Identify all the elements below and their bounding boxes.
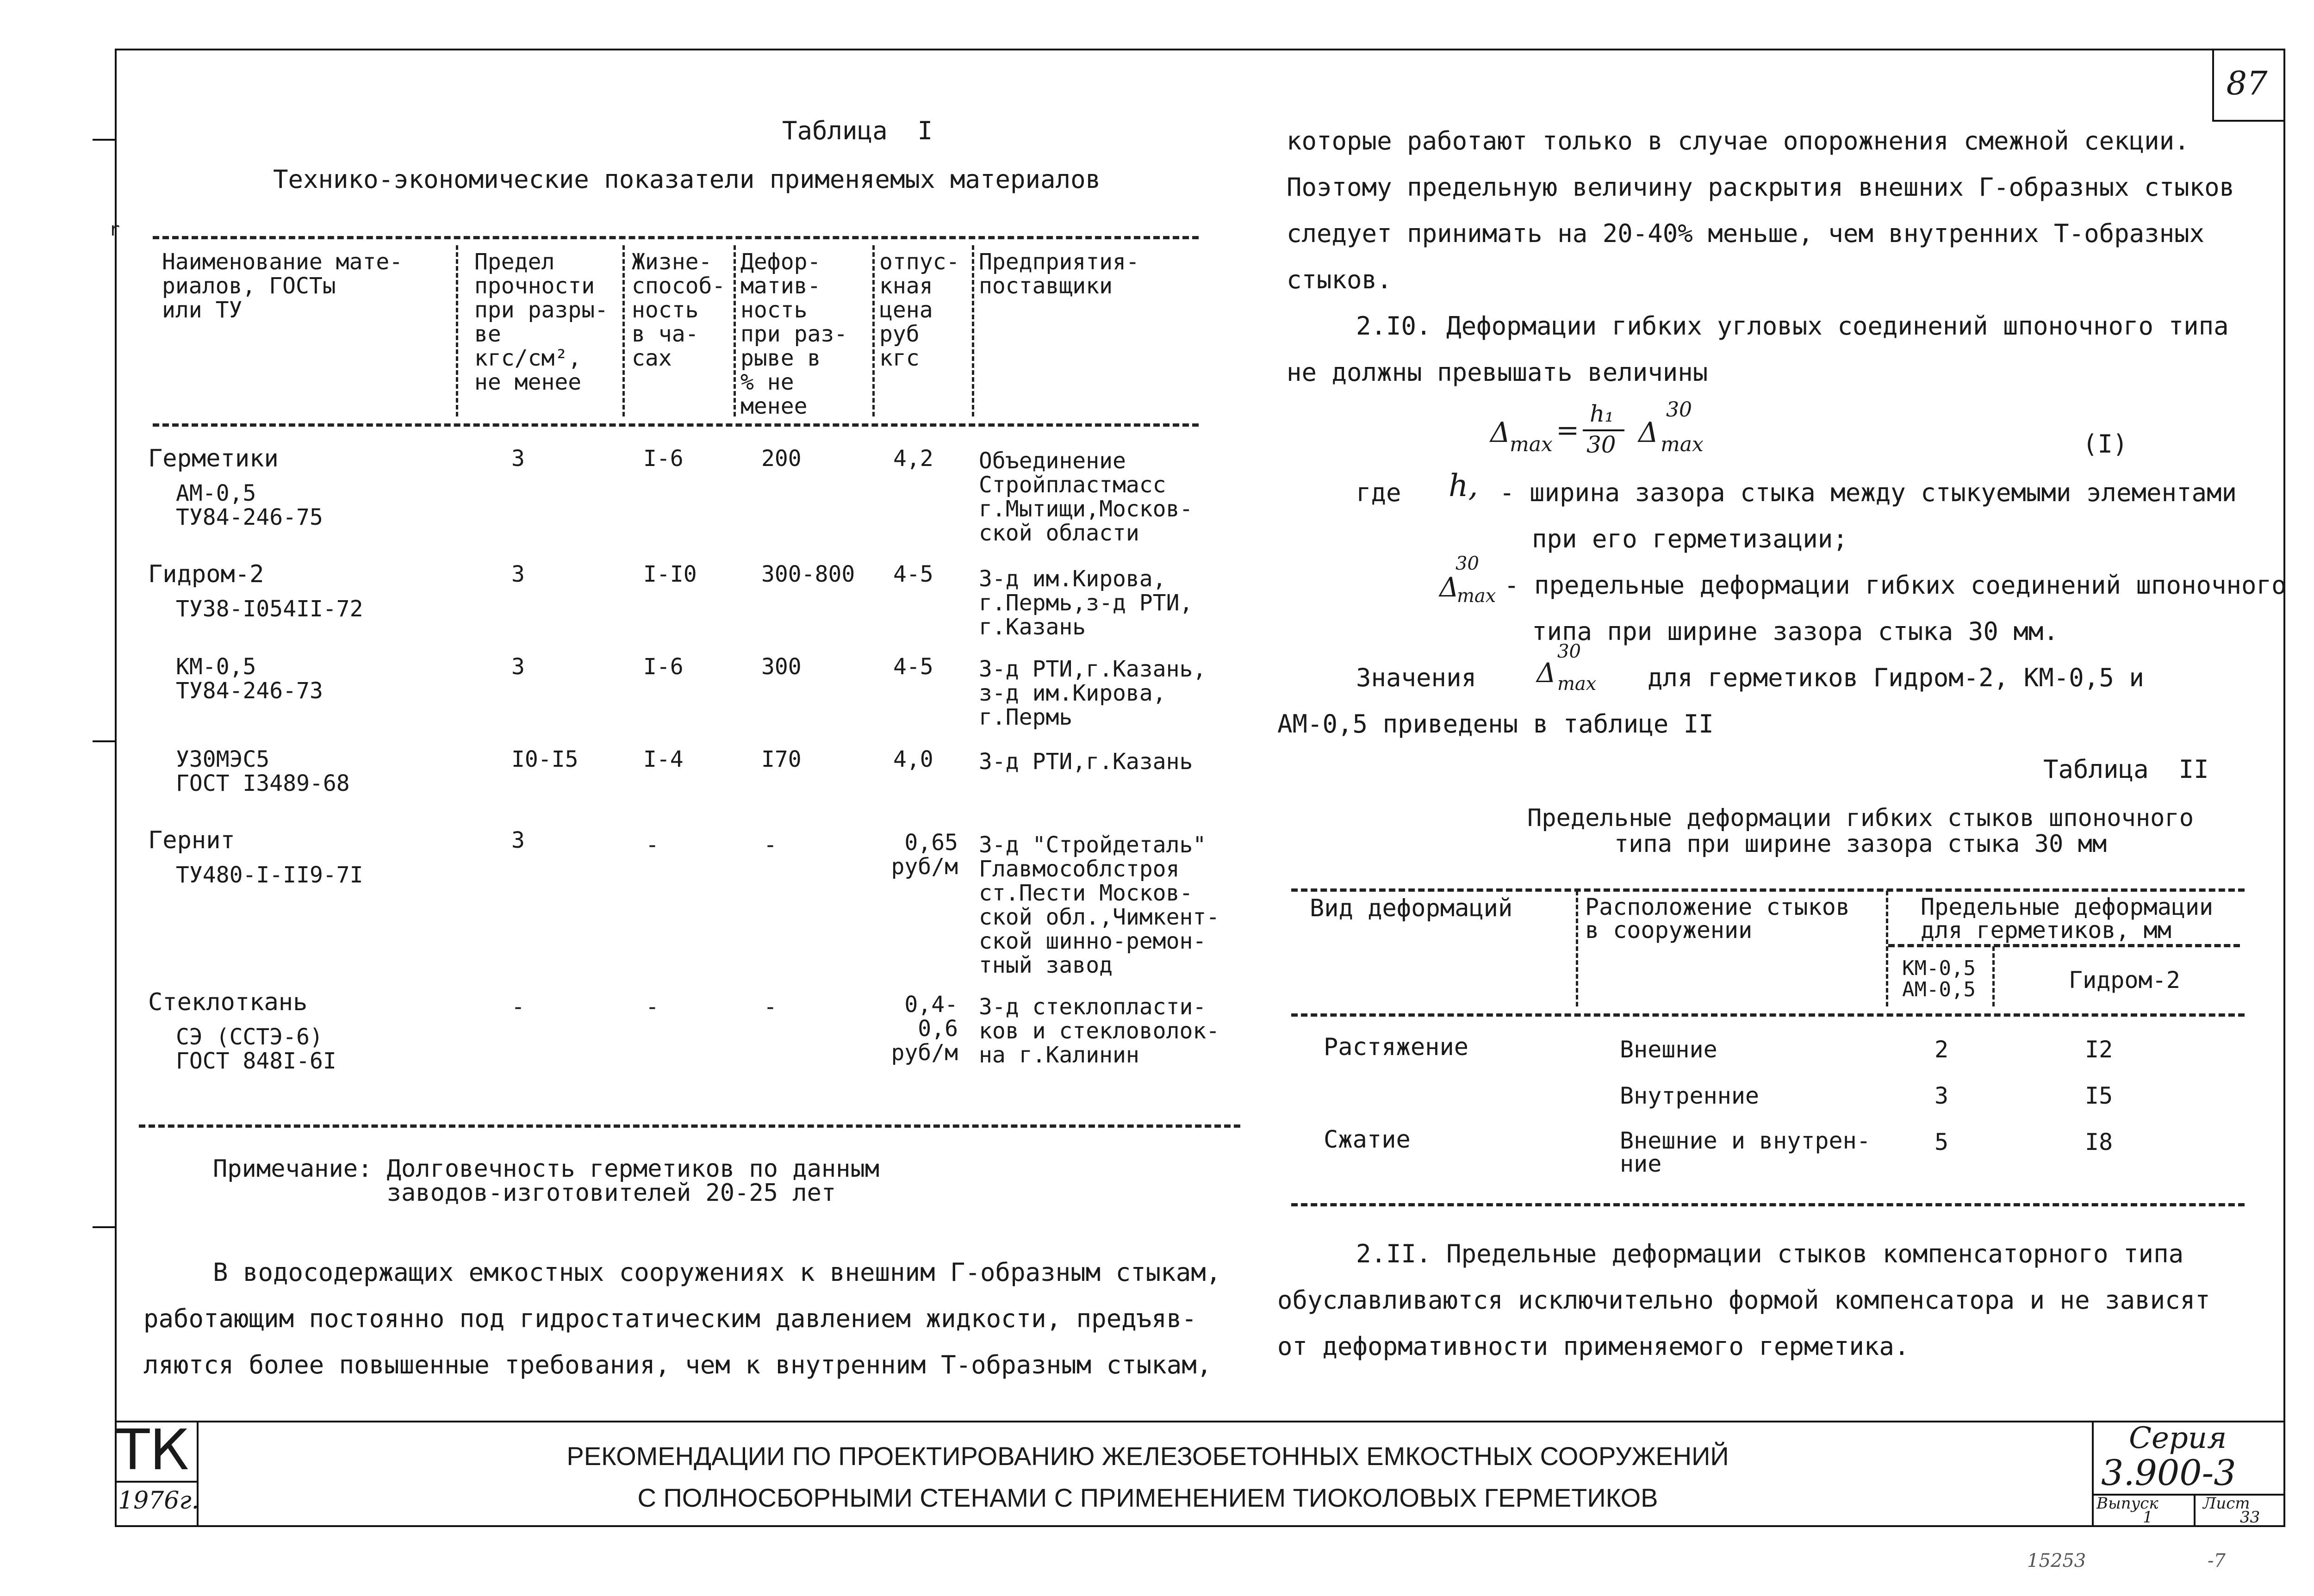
table1-bottom-rule bbox=[139, 1124, 1240, 1128]
column-separator bbox=[872, 245, 875, 416]
table1-row6-life: - bbox=[646, 994, 659, 1020]
table1-row4-strength: I0-I5 bbox=[511, 746, 578, 772]
table1-caption: Таблица I bbox=[782, 116, 933, 145]
formula-lhs-subscript: max bbox=[1510, 433, 1553, 456]
table1-row2-supplier: 3-д им.Кирова, г.Пермь,з-д РТИ, г.Казань bbox=[979, 566, 1193, 640]
table2-row2-km: 3 bbox=[1935, 1082, 1949, 1109]
table1-row1-price: 4,2 bbox=[893, 446, 933, 472]
table1-row3-strength: 3 bbox=[511, 654, 525, 680]
column-separator bbox=[734, 245, 736, 416]
formula bbox=[1490, 398, 1953, 472]
table2-bottom-rule bbox=[1291, 1203, 2245, 1206]
symbol-delta: Δ bbox=[1439, 571, 1459, 603]
title-block-top bbox=[115, 1421, 2283, 1422]
table1-row5-spec: ТУ480-I-II9-7I bbox=[176, 862, 363, 888]
table1-row6-spec: СЭ (ССТЭ-6) ГОСТ 848I-6I bbox=[176, 1024, 336, 1074]
table1-row5-price: 0,65 руб/м bbox=[891, 830, 958, 880]
h-symbol: h, bbox=[1449, 468, 1478, 503]
table2-header-km: КМ-0,5 АМ-0,5 bbox=[1902, 956, 1976, 1001]
table2-header-limit: Предельные деформации для герметиков, мм bbox=[1921, 894, 2214, 944]
table1-row4-spec: У30МЭС5 ГОСТ I3489-68 bbox=[176, 746, 350, 796]
table2-header-rule bbox=[1291, 1013, 2245, 1017]
table1-row5-name: Гернит bbox=[148, 826, 235, 854]
table1-header-supplier: Предприятия- поставщики bbox=[979, 249, 1139, 299]
table2-header-gidrom: Гидром-2 bbox=[2069, 967, 2180, 994]
sheet-label: Лист bbox=[2203, 1494, 2250, 1513]
table1-header-rule bbox=[153, 423, 1199, 427]
table2-row2-gidrom: I5 bbox=[2085, 1082, 2113, 1109]
right-text-line-3: следует принимать на 20-40% меньше, чем внутренних Т-образных bbox=[1287, 219, 2205, 248]
symbol-subscript: max bbox=[1457, 585, 1496, 607]
page-number: 87 bbox=[2226, 64, 2268, 102]
table1-row4-life: I-4 bbox=[643, 746, 684, 772]
table1-title: Технико-экономические показатели применяемых материалов bbox=[273, 165, 1101, 194]
table1-row6-strength: - bbox=[511, 994, 525, 1020]
margin-mark: r bbox=[109, 219, 120, 240]
section-2-11-line-2: обуславливаются исключительно формой компенсатора и не зависят bbox=[1277, 1285, 2210, 1315]
table1-row2-deform: 300-800 bbox=[761, 561, 855, 587]
section-2-10-line-2: не должны превышать величины bbox=[1287, 358, 1708, 387]
series-number: 3.900-3 bbox=[2101, 1452, 2236, 1493]
bottom-mark-right: -7 bbox=[2208, 1550, 2226, 1571]
table2-row1-km: 2 bbox=[1935, 1036, 1949, 1063]
formula-rhs-superscript: 30 bbox=[1666, 398, 1692, 422]
right-text-line-1: которые работают только в случае опорожнения смежной секции. bbox=[1287, 126, 2190, 155]
issue-label: Выпуск bbox=[2096, 1494, 2158, 1513]
issue-sheet-divider bbox=[2194, 1494, 2196, 1525]
table1-row2-strength: 3 bbox=[511, 561, 525, 587]
table1-row6-deform: - bbox=[764, 994, 777, 1020]
table1-row1-supplier: Объединение Стройпластмасс г.Мытищи,Москов- ской области bbox=[979, 448, 1193, 546]
left-paragraph-line-2: работающим постоянно под гидростатическим давлением жидкости, предъяв- bbox=[143, 1304, 1197, 1333]
table1-row1-name: Герметики bbox=[148, 445, 279, 472]
table2-row3-type: Сжатие bbox=[1324, 1126, 1411, 1154]
values-line-middle: для герметиков Гидром-2, КМ-0,5 и bbox=[1648, 663, 2144, 692]
delta-max-30-inline bbox=[1536, 643, 1601, 703]
where-h-line-1: - ширина зазора стыка между стыкуемыми элементами bbox=[1499, 478, 2237, 507]
table1-row2-name: Гидром-2 bbox=[148, 560, 264, 588]
table1-row4-deform: I70 bbox=[761, 746, 802, 772]
table1-row2-life: I-I0 bbox=[643, 561, 697, 587]
sheet-number: 33 bbox=[2240, 1508, 2260, 1527]
table1-row2-price: 4-5 bbox=[893, 561, 933, 587]
formula-equals: = bbox=[1556, 414, 1580, 447]
table1-header-name: Наименование мате- риалов, ГОСТы или ТУ bbox=[162, 249, 403, 323]
table2-top-rule bbox=[1291, 888, 2245, 892]
values-line-end: АМ-0,5 приведены в таблице II bbox=[1277, 709, 1714, 739]
table1-row1-deform: 200 bbox=[761, 446, 802, 472]
formula-rhs-subscript: max bbox=[1661, 433, 1704, 456]
table1-top-rule bbox=[153, 236, 1199, 239]
bottom-mark-left: 15253 bbox=[2027, 1550, 2086, 1571]
org-mark: ТК bbox=[116, 1418, 189, 1483]
column-separator bbox=[972, 245, 974, 416]
stamp-title-line-1: РЕКОМЕНДАЦИИ ПО ПРОЕКТИРОВАНИЮ ЖЕЛЕЗОБЕТОННЫХ ЕМКОСТНЫХ СООРУЖЕНИЙ bbox=[566, 1441, 1729, 1471]
table2-separator bbox=[1576, 891, 1578, 1006]
table1-row3-supplier: 3-д РТИ,г.Казань, з-д им.Кирова, г.Пермь bbox=[979, 656, 1207, 730]
table1-row6-name: Стеклоткань bbox=[148, 988, 308, 1016]
inline-superscript: 30 bbox=[1557, 641, 1581, 662]
table2-separator bbox=[1886, 891, 1888, 1006]
table1-row1-life: I-6 bbox=[643, 446, 684, 472]
table1-header-life: Жизне- способ- ность в ча- сах bbox=[632, 249, 726, 371]
table1-row3-deform: 300 bbox=[761, 654, 802, 680]
inline-delta: Δ bbox=[1536, 657, 1556, 689]
formula-denominator: 30 bbox=[1586, 431, 1616, 458]
table2-row1-location: Внешние bbox=[1620, 1036, 1717, 1063]
formula-numerator: h₁ bbox=[1590, 400, 1614, 427]
left-paragraph-line-3: ляются более повышенные требования, чем к внутренним Т-образным стыкам, bbox=[143, 1350, 1212, 1379]
table2-row2-location: Внутренние bbox=[1620, 1082, 1760, 1109]
table1-row5-strength: 3 bbox=[511, 827, 525, 853]
section-2-10-line-1: 2.I0. Деформации гибких угловых соединений шпоночного типа bbox=[1356, 311, 2229, 341]
table1-row6-supplier: 3-д стеклопласти- ков и стекловолок- на г.Калинин bbox=[979, 994, 1220, 1068]
margin-tick bbox=[93, 1226, 116, 1228]
table1-row1-strength: 3 bbox=[511, 446, 525, 472]
table2-header-type: Вид деформаций bbox=[1310, 894, 1513, 922]
table2-row1-type: Растяжение bbox=[1324, 1033, 1469, 1061]
where-d-line-1: - предельные деформации гибких соединений шпоночного bbox=[1504, 571, 2287, 600]
formula-delta-lhs: Δ bbox=[1490, 416, 1511, 449]
table1-header-deform: Дефор- матив- ность при раз- рыве в % не менее bbox=[740, 249, 848, 419]
table1-row4-price: 4,0 bbox=[893, 746, 933, 772]
table2-title: Предельные деформации гибких стыков шпоночного типа при ширине зазора стыка 30 мм bbox=[1527, 804, 2194, 858]
margin-tick bbox=[93, 740, 116, 742]
section-2-11-line-1: 2.II. Предельные деформации стыков компенсаторного типа bbox=[1356, 1239, 2184, 1268]
table2-header-location: Расположение стыков в сооружении bbox=[1585, 894, 1850, 944]
table2-caption: Таблица II bbox=[2043, 755, 2209, 784]
formula-number: (I) bbox=[2083, 429, 2128, 459]
column-separator bbox=[456, 245, 458, 416]
inline-subscript: max bbox=[1557, 673, 1597, 695]
stamp-title-line-2: С ПОЛНОСБОРНЫМИ СТЕНАМИ С ПРИМЕНЕНИЕМ ТИОКОЛОВЫХ ГЕРМЕТИКОВ bbox=[637, 1483, 1658, 1512]
where-d-line-2: типа при ширине зазора стыка 30 мм. bbox=[1532, 617, 2059, 646]
right-text-line-2: Поэтому предельную величину раскрытия внешних Г-образных стыков bbox=[1287, 173, 2235, 202]
left-paragraph-line-1: В водосодержащих емкостных сооружениях к внешним Г-образным стыкам, bbox=[213, 1258, 1221, 1287]
margin-tick bbox=[93, 139, 116, 141]
table1-row5-deform: - bbox=[764, 832, 777, 858]
table1-note: Примечание: Долговечность герметиков по данным заводов-изготовителей 20-25 лет bbox=[213, 1155, 880, 1207]
table1-row3-life: I-6 bbox=[643, 654, 684, 680]
formula-delta-rhs: Δ bbox=[1638, 416, 1659, 449]
table2-row3-gidrom: I8 bbox=[2085, 1129, 2113, 1155]
table1-row5-supplier: 3-д "Стройдеталь" Главмособлстроя ст.Пести Москов- ской обл.,Чимкент- ской шинно-ремон- тный завод bbox=[979, 832, 1220, 978]
section-2-11-line-3: от деформативности применяемого герметика. bbox=[1277, 1332, 1910, 1361]
table1-row5-life: - bbox=[646, 832, 659, 858]
issue-number: 1 bbox=[2143, 1508, 2153, 1527]
table1-row3-price: 4-5 bbox=[893, 654, 933, 680]
table1-row1-spec: АМ-0,5 ТУ84-246-75 bbox=[176, 480, 323, 530]
table1-row3-spec: КМ-0,5 ТУ84-246-73 bbox=[176, 654, 323, 704]
year: 1976г. bbox=[118, 1487, 199, 1515]
where-word: где bbox=[1356, 478, 1401, 507]
table1-row4-supplier: 3-д РТИ,г.Казань bbox=[979, 749, 1193, 775]
delta-max-30-symbol bbox=[1439, 555, 1504, 615]
table2-subheader-rule bbox=[1888, 944, 2240, 947]
table2-row3-km: 5 bbox=[1935, 1129, 1949, 1155]
table2-row3-location: Внешние и внутрен- ние bbox=[1620, 1127, 1871, 1177]
symbol-superscript: 30 bbox=[1456, 553, 1479, 574]
table1-row2-spec: ТУ38-I054II-72 bbox=[176, 596, 363, 622]
table1-row6-price: 0,4- 0,6 руб/м bbox=[891, 992, 958, 1066]
table1-header-price: отпус- кная цена руб кгс bbox=[879, 249, 960, 371]
series-label: Серия bbox=[2129, 1421, 2227, 1455]
table2-separator bbox=[1992, 946, 1995, 1006]
values-line-start: Значения bbox=[1356, 663, 1477, 692]
right-text-line-4: стыков. bbox=[1287, 265, 1392, 294]
series-divider bbox=[2092, 1421, 2094, 1525]
where-h-line-2: при его герметизации; bbox=[1532, 524, 1848, 553]
column-separator bbox=[622, 245, 625, 416]
table2-row1-gidrom: I2 bbox=[2085, 1036, 2113, 1063]
table1-header-strength: Предел прочности при разры- ве кгс/см², не менее bbox=[474, 249, 608, 395]
